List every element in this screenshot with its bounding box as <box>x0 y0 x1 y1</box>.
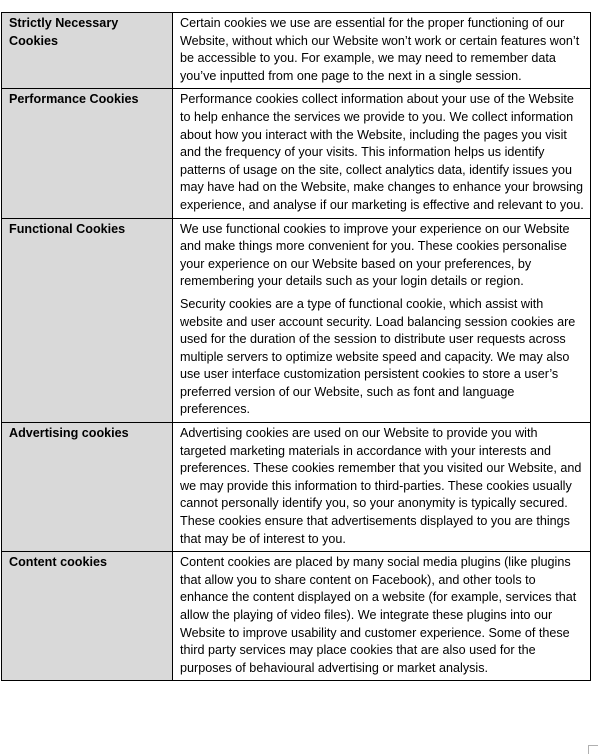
description-paragraph: Performance cookies collect information about your use of the Website to help enhance the services we provide to you. We collect information about how you interact with the Website, including the pages you visit and the frequency of your visits. This information helps us identify patterns of usage on the site, collect analytics data, identify issues you may have had on the Website, make changes to enhance your browsing experience, and analyse if our marketing is effective and relevant to you. <box>180 92 584 212</box>
category-name-functional: Functional Cookies <box>2 218 173 423</box>
table-row-advertising <box>2 423 591 552</box>
category-description-performance <box>173 89 591 218</box>
category-description-content <box>173 552 591 681</box>
category-name-performance: Performance Cookies <box>2 89 173 218</box>
category-description-functional <box>173 218 591 423</box>
page-corner-mark <box>588 745 598 754</box>
table-row-performance <box>2 89 591 218</box>
category-name-strictly-necessary: Strictly Necessary Cookies <box>2 13 173 89</box>
description-paragraph: Content cookies are placed by many social media plugins (like plugins that allow you to share content on Facebook), and other tools to enhance the content displayed on a website (for example, services that allow the playing of video files). We integrate these plugins into our Website to improve usability and customer experience. Some of these third party services may place cookies that are also used for the purposes of behavioural advertising or market analysis. <box>180 555 577 675</box>
category-description-strictly-necessary <box>173 13 591 89</box>
description-paragraph: We use functional cookies to improve your experience on our Website and make things more convenient for you. These cookies personalise your experience on our Website based on your preferences, by remembering your details such as your login details or region. <box>180 221 570 289</box>
cookie-categories-table <box>1 12 591 681</box>
table-row-functional <box>2 218 591 423</box>
description-paragraph: Certain cookies we use are essential for the proper functioning of our Website, without which our Website won’t work or certain features won’t be accessible to you. For example, we may need to remember data you’ve inputted from one page to the next in a single session. <box>180 16 580 83</box>
category-name-content: Content cookies <box>2 552 173 681</box>
description-paragraph: Advertising cookies are used on our Website to provide you with targeted marketing materials in accordance with your interests and preferences. These cookies remember that you visited our Website, and we may provide this information to third-parties. These cookies usually cannot personally identify you, so your anonymity is typically secured. These cookies ensure that advertisements displayed to you are things that may be of interest to you. <box>180 426 582 546</box>
category-name-advertising: Advertising cookies <box>2 423 173 552</box>
category-description-advertising <box>173 423 591 552</box>
table-row-strictly-necessary <box>2 13 591 89</box>
table-row-content <box>2 552 591 681</box>
description-paragraph: Security cookies are a type of functional cookie, which assist with website and user account security. Load balancing session cookies are used for the duration of the session to distribute user requests across multiple servers to optimize website speed and capacity. We may also use user interface customization persistent cookies to store a user’s preferred version of our Website, such as font and language preferences. <box>180 296 576 417</box>
